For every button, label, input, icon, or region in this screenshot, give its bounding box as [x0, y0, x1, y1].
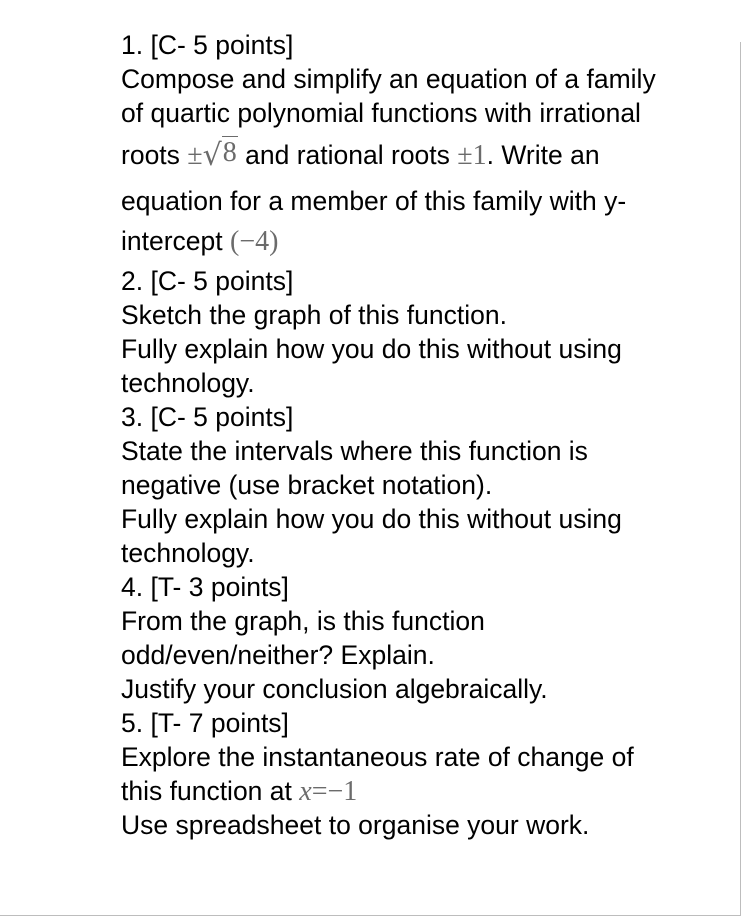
x-equals-math [299, 776, 357, 807]
question-4-header: 4. [T- 3 points] [121, 572, 289, 602]
question-4-text-line: Justify your conclusion algebraically. [121, 674, 548, 704]
question-3-text-line: Fully explain how you do this without using [121, 504, 622, 534]
question-2-text-line: Fully explain how you do this without using [121, 334, 622, 364]
rational-roots-math: ±1 [457, 140, 487, 171]
equals-minus-one: =−1 [311, 776, 358, 807]
question-1-header: 1. [C- 5 points] [121, 30, 294, 60]
question-5-rate-line [121, 774, 733, 808]
question-1-text-fragment: intercept [121, 226, 231, 256]
question-3-header: 3. [C- 5 points] [121, 402, 294, 432]
radicand: 8 [222, 137, 237, 168]
radical-sign-icon: √ [202, 138, 222, 173]
assignment-document [121, 28, 733, 842]
page-right-border [740, 42, 741, 916]
question-5-text-fragment: this function at [121, 776, 300, 806]
plus-minus-symbol: ± [187, 140, 203, 171]
question-1-text-fragment: . Write an [486, 140, 600, 170]
question-1-text-line: equation for a member of this family with y- [121, 186, 627, 216]
question-1-roots-line [121, 130, 733, 184]
y-intercept-math: (−4) [230, 226, 279, 257]
question-1-text-fragment: roots [121, 140, 188, 170]
page-bottom-border [0, 915, 741, 916]
question-4-text-line: odd/even/neither? Explain. [121, 640, 435, 670]
question-5-header: 5. [T- 7 points] [121, 708, 289, 738]
question-1-text-line: Compose and simplify an equation of a family [121, 64, 656, 94]
question-2-header: 2. [C- 5 points] [121, 266, 294, 296]
question-3-text-line: State the intervals where this function is [121, 436, 588, 466]
question-5-text-line: Use spreadsheet to organise your work. [121, 810, 590, 840]
question-1-text-line: of quartic polynomial functions with irrational [121, 98, 641, 128]
question-4-text-line: From the graph, is this function [121, 606, 485, 636]
question-5-text-line: Explore the instantaneous rate of change of [121, 742, 634, 772]
question-2-text-line: Sketch the graph of this function. [121, 300, 507, 330]
irrational-roots-math [187, 137, 238, 173]
variable-x: x [299, 776, 312, 807]
question-2-text-line: technology. [121, 368, 255, 398]
square-root-expression [203, 138, 238, 173]
question-3-text-line: technology. [121, 538, 255, 568]
question-1-text-fragment: and rational roots [237, 140, 458, 170]
question-1-intercept-line [121, 218, 733, 264]
question-3-text-line: negative (use bracket notation). [121, 470, 493, 500]
